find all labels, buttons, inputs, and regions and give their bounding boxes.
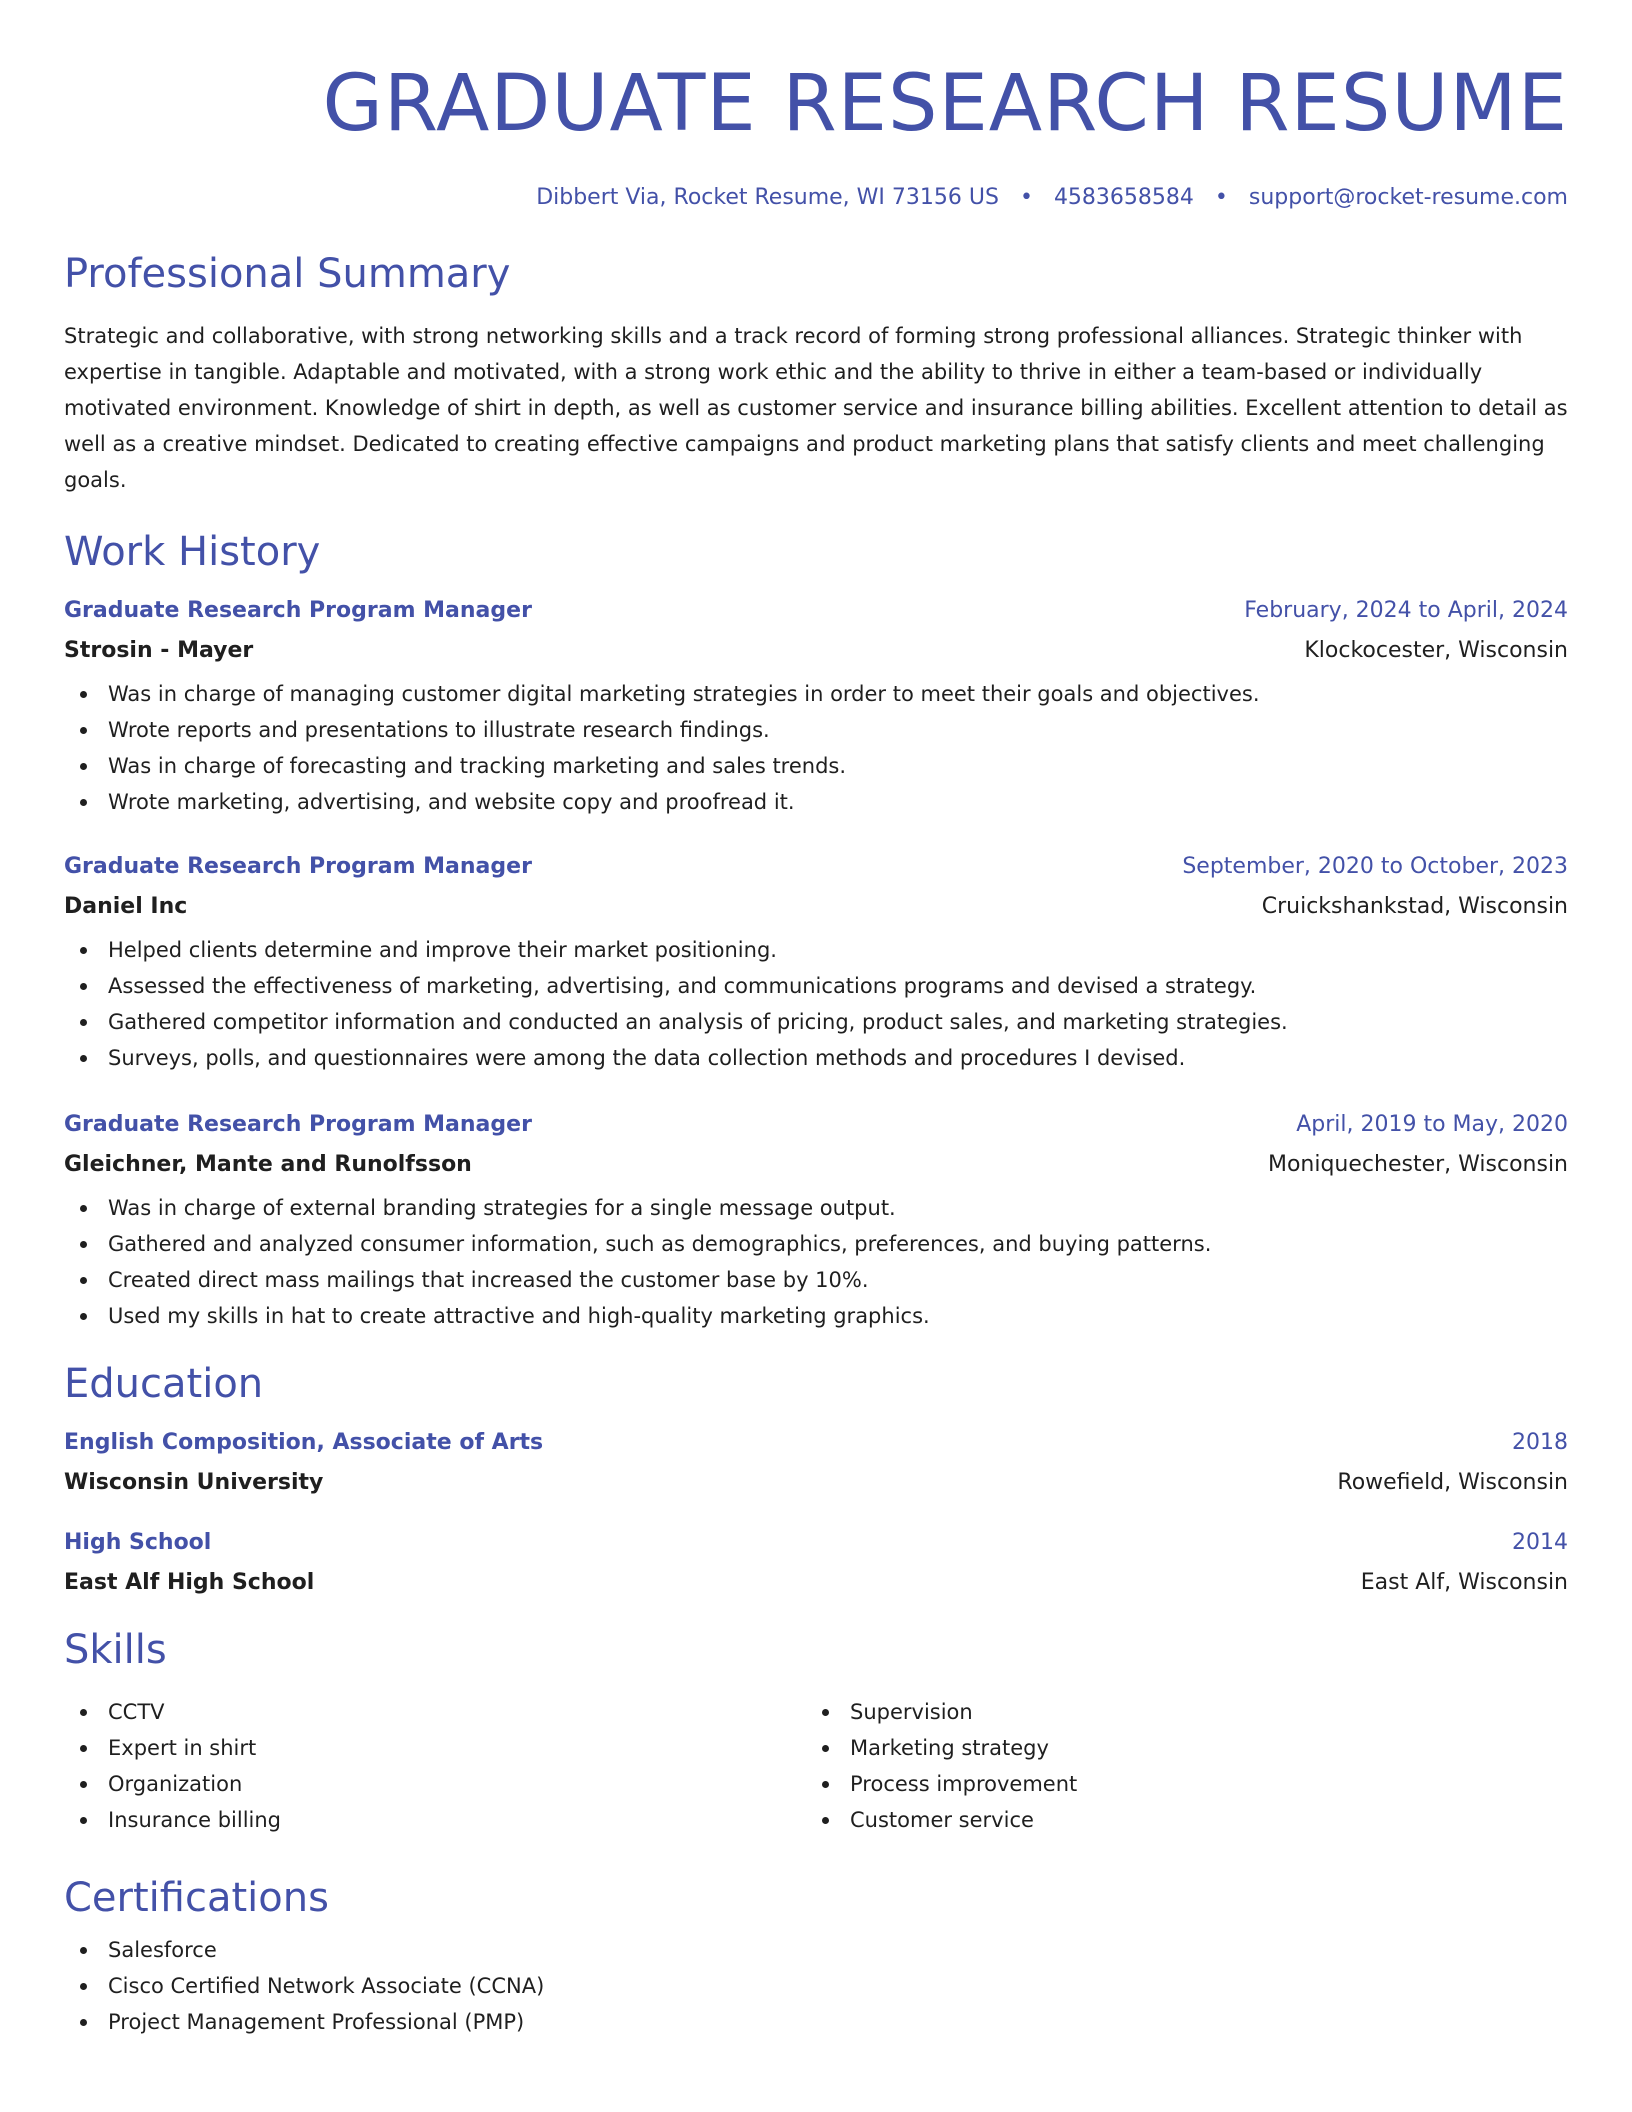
job-company: Strosin - Mayer (64, 638, 254, 663)
contact-email[interactable]: support@rocket-resume.com (1248, 185, 1568, 210)
list-item: Project Management Professional (PMP) (64, 2004, 1568, 2040)
list-item: Surveys, polls, and questionnaires were among the data collection methods and procedures I devised. (64, 1040, 1568, 1076)
contact-separator: • (1019, 185, 1033, 210)
contact-address: Dibbert Via, Rocket Resume, WI 73156 US (536, 185, 999, 210)
job-dates: September, 2020 to October, 2023 (1182, 854, 1568, 879)
list-item: Supervision (806, 1694, 1548, 1730)
list-item: Cisco Certified Network Associate (CCNA) (64, 1968, 1568, 2004)
skills-heading: Skills (64, 1627, 167, 1673)
job-title: Graduate Research Program Manager (64, 598, 532, 623)
job-dates: February, 2024 to April, 2024 (1244, 598, 1568, 623)
job-entry (64, 596, 1568, 820)
certifications-heading: Certifications (64, 1875, 329, 1921)
certifications-list (64, 1932, 1568, 2040)
education-year: 2018 (1512, 1430, 1568, 1455)
contact-line (64, 184, 1568, 212)
summary-heading: Professional Summary (64, 251, 511, 297)
education-year: 2014 (1512, 1530, 1568, 1555)
skills-column (806, 1694, 1548, 1838)
job-title: Graduate Research Program Manager (64, 1112, 532, 1137)
resume-title: GRADUATE RESEARCH RESUME (322, 59, 1568, 149)
job-duties (64, 676, 1568, 820)
list-item: Assessed the effectiveness of marketing, advertising, and communications programs and devised a strategy. (64, 968, 1568, 1004)
work-history-heading: Work History (64, 529, 321, 575)
list-item: Gathered and analyzed consumer information, such as demographics, preferences, and buying patterns. (64, 1226, 1568, 1262)
list-item: Insurance billing (64, 1802, 806, 1838)
education-heading: Education (64, 1361, 264, 1407)
list-item: CCTV (64, 1694, 806, 1730)
skills-column-right (806, 1694, 1548, 1838)
list-item: Was in charge of external branding strategies for a single message output. (64, 1190, 1568, 1226)
job-location: Cruickshankstad, Wisconsin (1261, 894, 1568, 919)
resume-page (64, 0, 1568, 2040)
job-duties (64, 1190, 1568, 1334)
job-duties (64, 932, 1568, 1076)
skills-column (64, 1694, 806, 1838)
job-location: Klockocester, Wisconsin (1304, 638, 1568, 663)
contact-phone[interactable]: 4583658584 (1053, 185, 1194, 210)
list-item: Was in charge of forecasting and tracking marketing and sales trends. (64, 748, 1568, 784)
list-item: Process improvement (806, 1766, 1548, 1802)
contact-separator: • (1214, 185, 1228, 210)
list-item: Marketing strategy (806, 1730, 1548, 1766)
skills-column-left (64, 1694, 806, 1838)
list-item: Gathered competitor information and conducted an analysis of pricing, product sales, and marketing strategies. (64, 1004, 1568, 1040)
list-item: Used my skills in hat to create attractive and high-quality marketing graphics. (64, 1298, 1568, 1334)
list-item: Helped clients determine and improve their market positioning. (64, 932, 1568, 968)
education-school: East Alf High School (64, 1570, 315, 1595)
list-item: Wrote marketing, advertising, and website copy and proofread it. (64, 784, 1568, 820)
education-entry (64, 1428, 1568, 1498)
list-item: Created direct mass mailings that increased the customer base by 10%. (64, 1262, 1568, 1298)
skills-list (64, 1694, 1568, 1838)
job-dates: April, 2019 to May, 2020 (1296, 1112, 1568, 1137)
list-item: Wrote reports and presentations to illustrate research findings. (64, 712, 1568, 748)
job-entry (64, 1110, 1568, 1334)
education-entry (64, 1528, 1568, 1598)
list-item: Was in charge of managing customer digital marketing strategies in order to meet their goals and objectives. (64, 676, 1568, 712)
list-item: Expert in shirt (64, 1730, 806, 1766)
education-location: Rowefield, Wisconsin (1337, 1470, 1568, 1495)
list-item: Customer service (806, 1802, 1548, 1838)
education-school: Wisconsin University (64, 1470, 324, 1495)
education-degree: High School (64, 1530, 212, 1555)
job-company: Gleichner, Mante and Runolfsson (64, 1152, 472, 1177)
job-title: Graduate Research Program Manager (64, 854, 532, 879)
job-company: Daniel Inc (64, 894, 188, 919)
job-location: Moniquechester, Wisconsin (1267, 1152, 1568, 1177)
education-location: East Alf, Wisconsin (1360, 1570, 1568, 1595)
job-entry (64, 852, 1568, 1076)
education-degree: English Composition, Associate of Arts (64, 1430, 544, 1455)
list-item: Salesforce (64, 1932, 1568, 1968)
summary-text: Strategic and collaborative, with strong networking skills and a track record of forming strong professional alliances. Strategic thinker with expertise in tangible. Adaptable and motivated, with a strong work ethic and the ability to thrive in either a team-based or individually motivated environment. Knowledge of shirt in depth, as well as customer service and insurance billing abilities. Excellent attention to detail as well as a creative mindset. Dedicated to creating effective campaigns and product marketing plans that satisfy clients and meet challenging goals. (64, 324, 1568, 492)
list-item: Organization (64, 1766, 806, 1802)
